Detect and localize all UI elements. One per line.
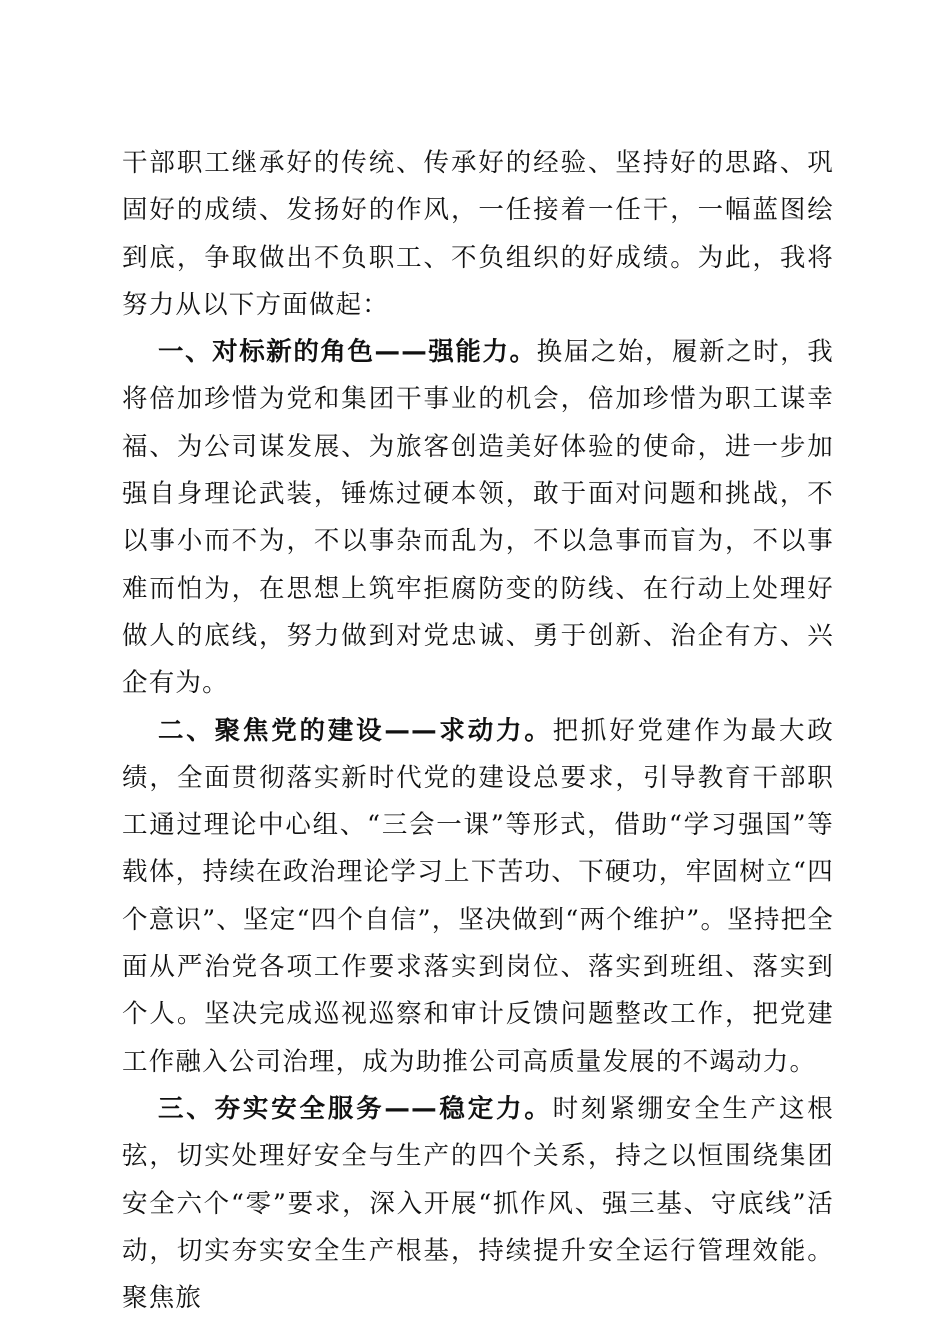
paragraph-safety-service [122,1086,834,1322]
section-heading-3: 三、夯实安全服务——稳定力。 [158,1093,553,1124]
paragraph-continuation [122,140,834,329]
paragraph-text: 干部职工继承好的传统、传承好的经验、坚持好的思路、巩固好的成绩、发扬好的作风，一任接着一任干，一幅蓝图绘到底，争取做出不负职工、不负组织的好成绩。为此，我将努力从以下方面做起： [122,148,834,320]
section-heading-1: 一、对标新的角色——强能力。 [158,337,537,368]
paragraph-party-building [122,708,834,1086]
paragraph-text: 把抓好党建作为最大政绩，全面贯彻落实新时代党的建设总要求，引导教育干部职工通过理论中心组、“三会一课”等形式，借助“学习强国”等载体，持续在政治理论学习上下苦功、下硬功，牢固树立“四个意识”、坚定“四个自信”，坚决做到“两个维护”。坚持把全面从严治党各项工作要求落实到岗位、落实到班组、落实到个人。坚决完成巡视巡察和审计反馈问题整改工作，把党建工作融入公司治理，成为助推公司高质量发展的不竭动力。 [122,715,834,1077]
paragraph-text: 换届之始，履新之时，我将倍加珍惜为党和集团干事业的机会，倍加珍惜为职工谋幸福、为公司谋发展、为旅客创造美好体验的使命，进一步加强自身理论武装，锤炼过硬本领，敢于面对问题和挑战，不以事小而不为，不以事杂而乱为，不以急事而盲为，不以事难而怕为，在思想上筑牢拒腐防变的防线、在行动上处理好做人的底线，努力做到对党忠诚、勇于创新、治企有方、兴企有为。 [122,337,834,699]
paragraph-text: 时刻紧绷安全生产这根弦，切实处理好安全与生产的四个关系，持之以恒围绕集团安全六个“零”要求，深入开展“抓作风、强三基、守底线”活动，切实夯实安全生产根基，持续提升安全运行管理效能。聚焦旅 [122,1093,834,1314]
document-body [122,140,834,1322]
section-heading-2: 二、聚焦党的建设——求动力。 [158,715,553,746]
paragraph-strengthen-ability [122,329,834,707]
